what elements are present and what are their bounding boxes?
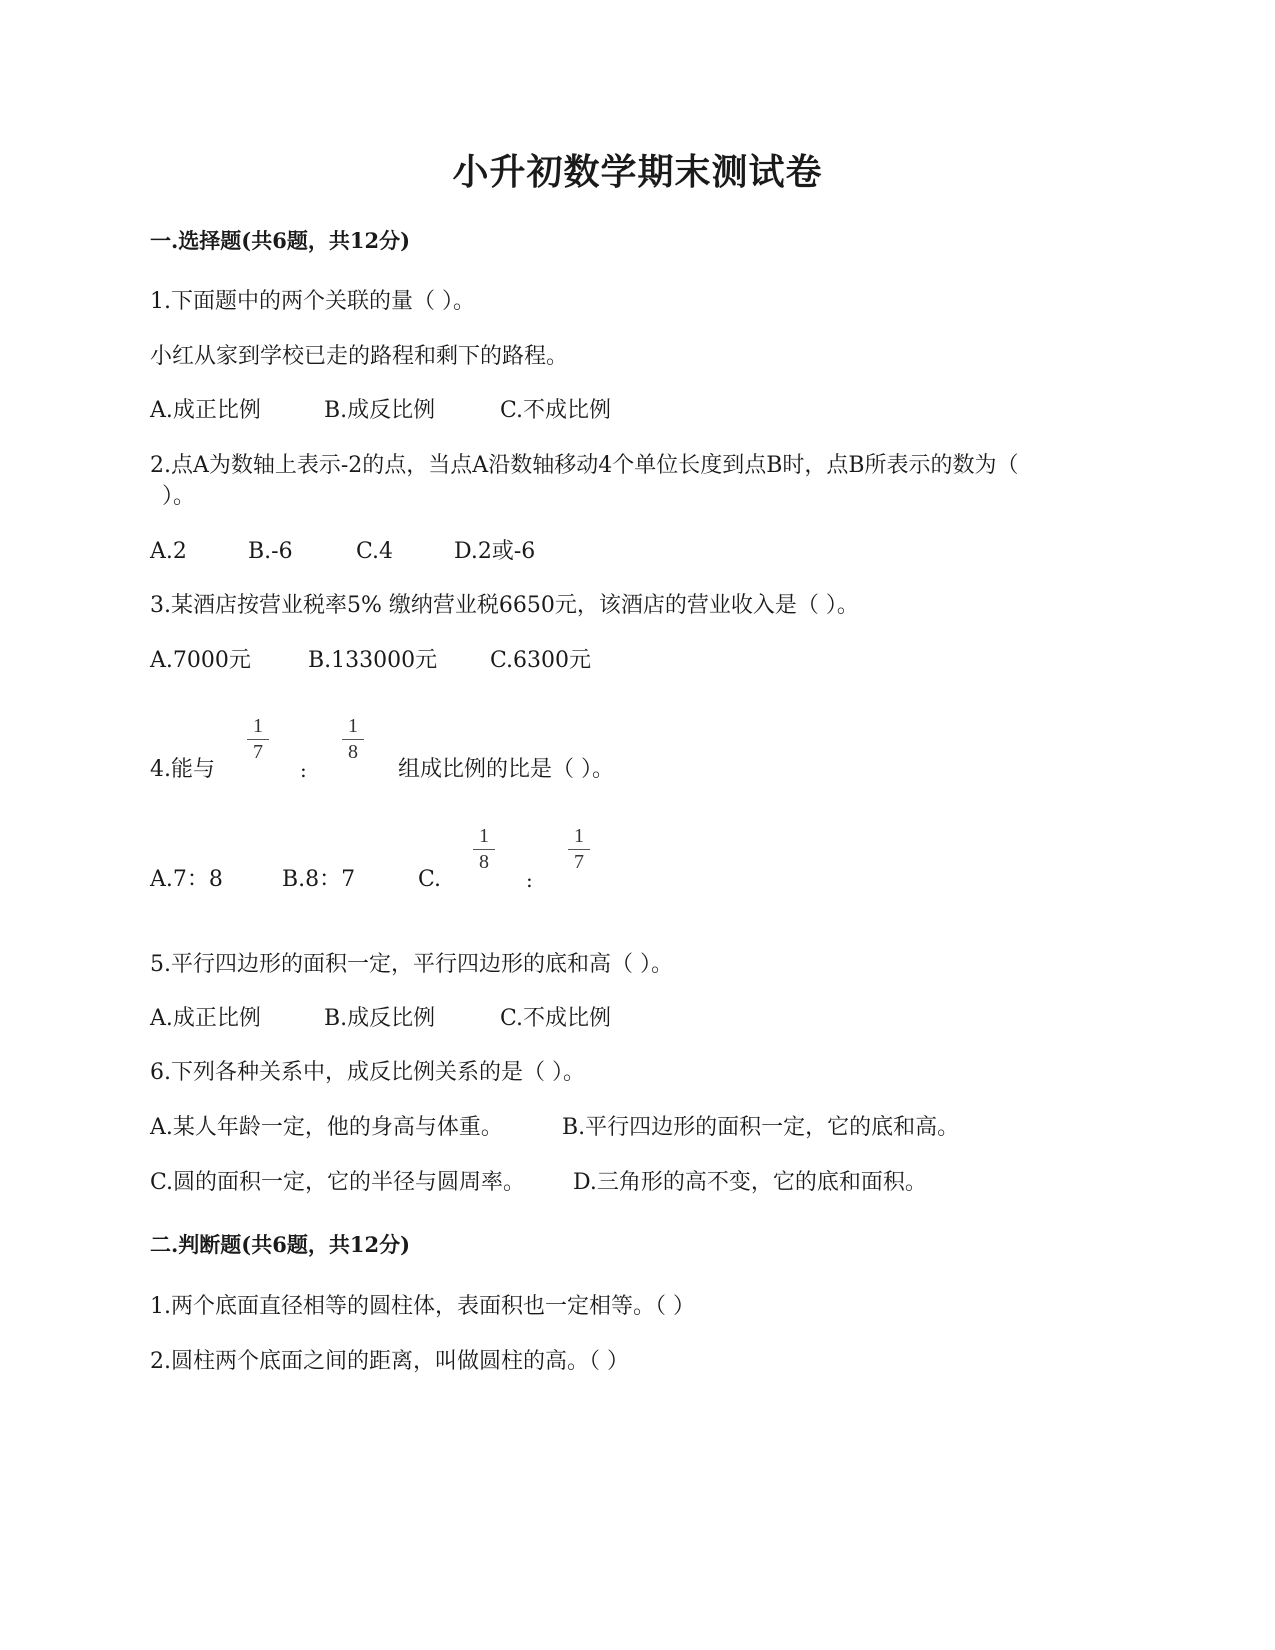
question-1-option-a: A.成正比例 [150, 398, 261, 423]
question-5-stem: 5.平行四边形的面积一定，平行四边形的底和高（ ）。 [150, 952, 673, 977]
question-1-stem: 1.下面题中的两个关联的量（ ）。 [150, 289, 475, 314]
fraction-denominator: 7 [574, 851, 584, 873]
judgement-2-stem: 2.圆柱两个底面之间的距离，叫做圆柱的高。（ ） [150, 1349, 629, 1374]
question-6-stem: 6.下列各种关系中，成反比例关系的是（ ）。 [150, 1060, 585, 1085]
question-6-option-a: A.某人年龄一定，他的身高与体重。 [150, 1115, 503, 1140]
question-4-option-c: C. [418, 867, 442, 892]
fraction-denominator: 8 [479, 851, 489, 873]
question-5-option-a: A.成正比例 [150, 1006, 261, 1031]
question-1-option-c: C.不成比例 [500, 398, 612, 423]
page-title: 小升初数学期末测试卷 [452, 151, 823, 193]
question-1-option-b: B.成反比例 [324, 398, 436, 423]
question-3-stem: 3.某酒店按营业税率5% 缴纳营业税6650元，该酒店的营业收入是（ ）。 [150, 593, 859, 618]
question-4-fraction-1 [247, 716, 269, 764]
question-4-option-c-fraction-1 [473, 826, 495, 874]
fraction-numerator: 1 [479, 825, 489, 847]
question-2-stem-line1: 2.点A为数轴上表示-2的点，当点A沿数轴移动4个单位长度到点B时，点B所表示的数为（ [150, 453, 1019, 478]
question-2-stem-line2: ）。 [162, 484, 196, 509]
question-3-option-b: B.133000元 [308, 648, 438, 673]
question-4-stem-prefix: 4.能与 [150, 757, 215, 782]
question-2-option-a: A.2 [150, 539, 187, 564]
question-6-option-c: C.圆的面积一定，它的半径与圆周率。 [150, 1170, 526, 1195]
question-4-option-c-colon: : [526, 868, 533, 892]
question-2-option-b: B.-6 [248, 539, 293, 564]
judgement-1-stem: 1.两个底面直径相等的圆柱体，表面积也一定相等。（ ） [150, 1294, 695, 1319]
question-2-option-c: C.4 [356, 539, 394, 564]
fraction-bar [342, 739, 364, 740]
fraction-denominator: 7 [253, 741, 263, 763]
question-2-option-d: D.2或-6 [454, 539, 536, 564]
question-4-fraction-2 [342, 716, 364, 764]
fraction-bar [473, 849, 495, 850]
question-4-colon: : [300, 758, 307, 782]
question-4-stem-suffix: 组成比例的比是（ ）。 [398, 757, 614, 782]
question-4-option-b: B.8：7 [282, 867, 356, 892]
question-6-option-b: B.平行四边形的面积一定，它的底和高。 [562, 1115, 960, 1140]
fraction-bar [247, 739, 269, 740]
question-5-option-c: C.不成比例 [500, 1006, 612, 1031]
question-1-context: 小红从家到学校已走的路程和剩下的路程。 [150, 344, 569, 369]
fraction-numerator: 1 [253, 715, 263, 737]
section-heading-judgement: 二.判断题(共6题，共12分) [150, 1232, 411, 1257]
fraction-bar [568, 849, 590, 850]
fraction-numerator: 1 [348, 715, 358, 737]
question-5-option-b: B.成反比例 [324, 1006, 436, 1031]
question-6-option-d: D.三角形的高不变，它的底和面积。 [573, 1170, 927, 1195]
question-3-option-c: C.6300元 [490, 648, 592, 673]
section-heading-choice: 一.选择题(共6题，共12分) [150, 228, 411, 253]
question-4-option-c-fraction-2 [568, 826, 590, 874]
fraction-denominator: 8 [348, 741, 358, 763]
question-4-option-a: A.7：8 [150, 867, 223, 892]
question-3-option-a: A.7000元 [150, 648, 251, 673]
fraction-numerator: 1 [574, 825, 584, 847]
